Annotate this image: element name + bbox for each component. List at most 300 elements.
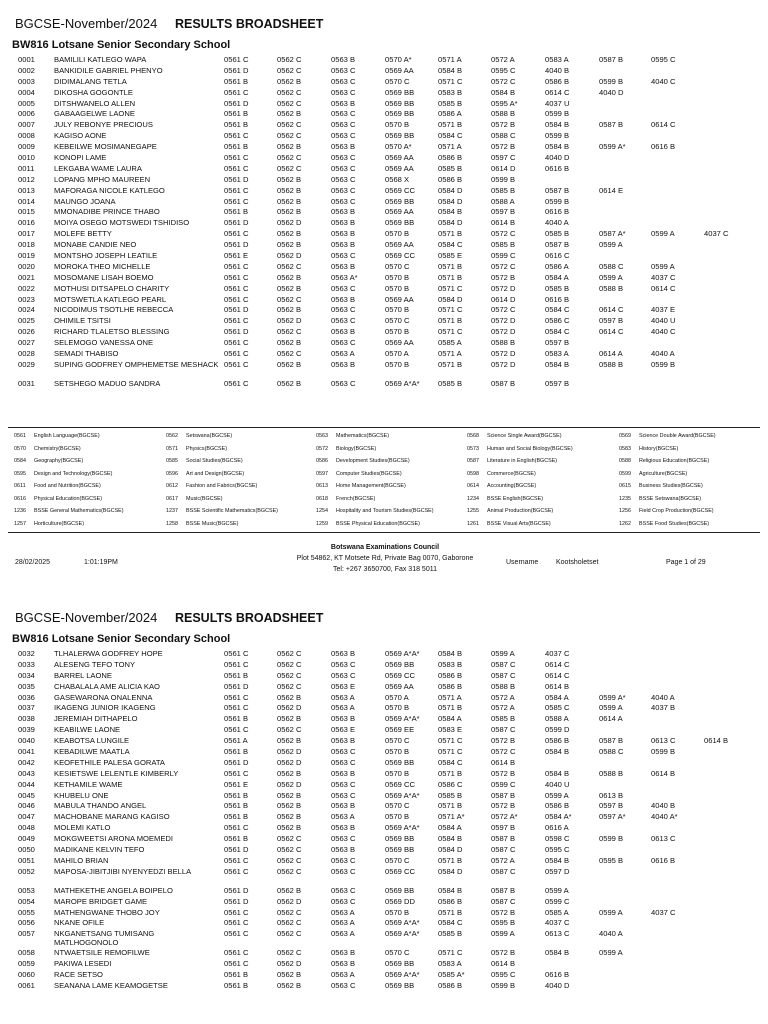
subject-grade: 0584 C [545,305,570,315]
candidate-number: 0002 [18,65,35,75]
subject-grade: 0561 C [224,725,249,735]
subject-grade: 0563 C [331,109,356,119]
subject-grade: 0563 C [331,834,356,844]
candidate-name: DIKOSHA GOGONTLE [54,87,133,97]
subject-grade: 4037 C [545,649,570,658]
subject-grade: 0570 B [385,305,410,315]
subject-grade: 4040 A [651,349,675,359]
subject-grade: 0563 C [331,76,356,86]
subject-grade: 0562 B [277,76,302,86]
subject-grade: 0584 D [438,185,463,195]
subject-grade: 0584 B [438,834,463,844]
table-row [0,725,768,736]
subject-grade: 0616 B [545,970,570,980]
subject-name: Social Studies(BGCSE) [186,458,243,464]
subject-name: BSSE Setswana(BGCSE) [639,495,702,502]
subject-grade: 0562 C [277,349,302,359]
candidate-number: 0013 [18,185,35,195]
subject-grade: 0571 B [438,703,463,713]
subject-grade: 0584 B [491,87,516,97]
subject-grade: 0570 A [385,692,409,702]
subject-grade: 0599 C [491,779,516,789]
subject-grade: 0569 EE [385,725,415,735]
subject-grade: 0597 C [491,153,516,163]
subject-grade: 0584 D [438,196,463,206]
subject-grade: 0599 A [545,885,569,895]
subject-code: 0561 [14,433,26,439]
legend-row [0,468,768,481]
subject-grade: 0584 C [438,240,463,250]
table-row [0,812,768,823]
council-name: Botswana Examinations Council [330,544,440,551]
candidate-name: GASEWARONA ONALENNA [54,692,153,702]
subject-grade: 0562 D [277,218,302,228]
subject-grade: 0614 A [599,714,623,724]
subject-grade: 0569 A*A* [385,378,420,388]
subject-grade: 0563 A [331,703,355,713]
subject-grade: 0569 AA [385,240,414,250]
subject-grade: 0587 B [599,736,624,746]
subject-grade: 0563 A [331,918,355,928]
subject-grade: 0563 C [331,338,356,348]
table-row [0,295,768,306]
subject-grade: 0587 B [491,885,516,895]
subject-grade: 0563 C [331,896,356,906]
table-row [0,251,768,262]
subject-code: 1236 [14,508,26,514]
subject-grade: 0583 A [545,55,569,64]
candidate-number: 0054 [18,896,35,906]
subject-name: BSSE Visual Arts(BGCSE) [487,520,551,527]
subject-grade: 0587 B [491,790,516,800]
candidate-name: MABULA THANDO ANGEL [54,801,147,811]
subject-grade: 0562 B [277,885,302,895]
subject-grade: 0585 C [545,703,570,713]
subject-grade: 0587 B [545,240,570,250]
candidate-name: MOROKA THEO MICHELLE [54,261,151,271]
candidate-number: 0020 [18,261,35,271]
candidate-number: 0019 [18,251,35,261]
subject-grade: 0571 B [438,120,463,130]
subject-grade: 0597 B [545,338,570,348]
subject-grade: 0561 C [224,918,249,928]
subject-grade: 4040 C [651,327,676,337]
candidate-number: 0023 [18,294,35,304]
subject-grade: 0569 AA [385,207,414,217]
subject-grade: 0561 C [224,229,249,239]
subject-grade: 0569 A*A* [385,929,420,939]
subject-grade: 0599 A* [599,692,626,702]
subject-grade: 0588 B [491,338,516,348]
candidate-name: MAPOSA-JIBITJIBI NYENYEDZI BELLA [54,866,192,876]
candidate-name: NKANE OFILE [54,918,105,928]
subject-grade: 0588 C [599,747,624,757]
subject-grade: 0563 C [331,283,356,293]
subject-grade: 0584 A [438,823,462,833]
subject-grade: 0584 B [438,649,463,658]
subject-grade: 0614 B [651,768,676,778]
candidate-number: 0006 [18,109,35,119]
subject-grade: 0599 D [545,725,570,735]
subject-grade: 0561 D [224,174,249,184]
subject-grade: 0562 C [277,670,302,680]
subject-grade: 0563 B [331,294,356,304]
subject-code: 0612 [166,483,178,489]
subject-code: 0598 [467,470,479,477]
subject-name: Chemistry(BGCSE) [34,445,81,452]
candidate-name: LEKGABA WAME LAURA [54,163,142,173]
subject-grade: 0587 C [491,845,516,855]
subject-grade: 0616 C [545,251,570,261]
table-row [0,703,768,714]
subject-grade: 0561 C [224,338,249,348]
subject-grade: 0569 AA [385,338,414,348]
subject-grade: 0570 B [385,120,410,130]
subject-grade: 0599 A* [599,142,626,152]
subject-grade: 0563 C [331,378,356,388]
report-title: RESULTS BROADSHEET [174,611,324,625]
subject-name: Geography(BGCSE) [34,458,84,464]
subject-grade: 0570 A* [385,142,412,152]
subject-grade: 0614 D [491,163,516,173]
subject-grade: 0586 C [545,316,570,326]
subject-grade: 0569 BB [385,196,415,206]
subject-grade: 0561 C [224,196,249,206]
subject-grade: 0561 B [224,207,249,217]
divider [8,427,760,428]
subject-grade: 0572 D [491,283,516,293]
subject-grade: 0561 C [224,866,249,876]
table-row [0,845,768,856]
subject-grade: 0572 D [491,327,516,337]
subject-grade: 0562 C [277,153,302,163]
subject-grade: 0562 B [277,378,302,388]
subject-grade: 0587 B [491,834,516,844]
candidate-name: MATHENGWANE THOBO JOY [54,907,160,917]
candidate-name: SUPING GODFREY OMPHEMETSE MESHACK [54,359,219,369]
subject-grade: 0562 B [277,272,302,282]
candidate-name: MADIKANE KELVIN TEFO [54,845,145,855]
table-row [0,970,768,981]
subject-grade: 0570 C [385,801,410,811]
subject-grade: 0569 BB [385,845,415,855]
subject-grade: 0563 C [331,251,356,261]
legend-row [0,430,768,443]
subject-grade: 0571 C [438,327,463,337]
subject-code: 0611 [14,483,26,489]
subject-grade: 0563 B [331,261,356,271]
subject-grade: 0563 C [331,866,356,876]
subject-grade: 0561 C [224,703,249,713]
candidate-number: 0053 [18,885,35,895]
table-row [0,918,768,929]
subject-grade: 0561 C [224,359,249,369]
candidate-name: JEREMIAH DITHAPELO [54,714,138,724]
candidate-name: KAGISO AONE [54,131,107,141]
subject-grade: 0563 A [331,692,355,702]
subject-grade: 0599 A [599,272,623,282]
subject-grade: 0570 C [385,316,410,326]
subject-name: Fashion and Fabrics(BGCSE) [186,483,258,489]
subject-name: Biology(BGCSE) [336,445,377,452]
legend-row [0,505,768,518]
subject-grade: 0570 C [385,948,410,958]
table-row [0,714,768,725]
subject-grade: 0563 C [331,87,356,97]
candidate-name: KEABILWE LAONE [54,725,121,735]
subject-grade: 0571 A [438,55,462,64]
subject-grade: 0572 B [491,736,516,746]
subject-grade: 0562 B [277,196,302,206]
candidate-number: 0026 [18,327,35,337]
table-row [0,769,768,780]
subject-grade: 0599 B [545,109,570,119]
candidate-number: 0060 [18,970,35,980]
subject-grade: 0571 A [438,142,462,152]
candidate-name: KONOPI LAME [54,153,107,163]
subject-grade: 0599 A [545,790,569,800]
subject-grade: 0570 B [385,768,410,778]
candidate-name: NKGANETSANG TUMISANG MATLHOGONOLO [54,929,155,947]
subject-code: 0595 [14,470,26,477]
candidate-number: 0059 [18,959,35,969]
candidate-number: 0061 [18,981,35,991]
candidate-name: MONABE CANDIE NEO [54,240,137,250]
subject-grade: 0562 B [277,736,302,746]
subject-grade: 0614 B [491,218,516,228]
subject-grade: 0599 B [599,76,624,86]
table-row [0,77,768,88]
subject-grade: 0563 A [331,812,355,822]
subject-grade: 0595 C [545,845,570,855]
subject-grade: 0614 C [545,670,570,680]
table-row [0,349,768,360]
subject-grade: 0587 B [599,120,624,130]
subject-grade: 0562 B [277,692,302,702]
subject-name: Literature in English(BGCSE) [487,458,558,464]
subject-grade: 0571 B [438,907,463,917]
subject-grade: 0569 DD [385,896,415,906]
subject-grade: 0585 A* [438,970,465,980]
candidate-name: MOTSWETLA KATLEGO PEARL [54,294,167,304]
subject-grade: 0561 C [224,294,249,304]
subject-grade: 0584 D [438,218,463,228]
candidate-number: 0004 [18,87,35,97]
subject-grade: 0572 C [491,305,516,315]
candidate-name: IKAGENG JUNIOR IKAGENG [54,703,156,713]
subject-name: Human and Social Biology(BGCSE) [487,445,573,452]
subject-name: BSSE Music(BGCSE) [186,520,239,527]
subject-grade: 0561 C [224,692,249,702]
subject-name: Hospitality and Tourism Studies(BGCSE) [336,508,434,514]
subject-grade: 0562 D [277,316,302,326]
subject-grade: 0584 B [438,207,463,217]
subject-grade: 0586 B [438,681,463,691]
subject-grade: 0599 A [599,948,623,958]
subject-grade: 0563 B [331,948,356,958]
table-row [0,164,768,175]
subject-grade: 0614 B [491,959,516,969]
subject-grade: 0569 BB [385,87,415,97]
subject-grade: 0588 B [491,109,516,119]
subject-grade: 0586 B [438,174,463,184]
report-title: RESULTS BROADSHEET [174,17,324,31]
subject-grade: 0562 D [277,703,302,713]
table-row [0,834,768,845]
candidate-name: KEBADILWE MAATLA [54,747,130,757]
legend-row [0,455,768,468]
subject-grade: 0562 C [277,681,302,691]
candidate-name: MONTSHO JOSEPH LEATILE [54,251,158,261]
subject-grade: 0599 B [599,834,624,844]
subject-grade: 0562 D [277,896,302,906]
subject-grade: 0561 B [224,714,249,724]
subject-grade: 0562 B [277,240,302,250]
subject-grade: 0562 B [277,981,302,991]
candidate-name: SETSHEGO MADUO SANDRA [54,378,161,388]
subject-grade: 0613 B [599,790,624,800]
subject-grade: 0570 B [385,812,410,822]
candidate-name: KHUBELU ONE [54,790,109,800]
subject-grade: 0599 A [599,703,623,713]
subject-grade: 0599 A [491,649,515,658]
subject-name: Science Single Award(BGCSE) [487,433,562,439]
table-row [0,823,768,834]
subject-grade: 0563 C [331,779,356,789]
subject-grade: 0561 C [224,283,249,293]
subject-grade: 0586 B [545,736,570,746]
subject-grade: 0561 D [224,681,249,691]
subject-code: 1235 [619,495,631,502]
subject-grade: 0561 D [224,98,249,108]
subject-grade: 0562 B [277,142,302,152]
page-footer [0,528,768,578]
subject-grade: 0584 B [545,359,570,369]
school-name: BW816 Lotsane Senior Secondary School [12,39,231,51]
table-row [0,284,768,295]
subject-grade: 0595 B [491,918,516,928]
subject-grade: 0561 B [224,970,249,980]
subject-grade: 4040 B [651,801,676,811]
subject-code: 0583 [619,445,631,452]
subject-grade: 0562 B [277,283,302,293]
subject-grade: 0588 A [545,714,569,724]
subject-grade: 0599 A [599,240,623,250]
subject-grade: 0562 C [277,929,302,939]
candidate-name: MACHOBANE MARANG KAGISO [54,812,170,822]
subject-code: 0585 [166,458,178,464]
candidate-name: LOPANG MPHO MAUREEN [54,174,151,184]
subject-name: Business Studies(BGCSE) [639,483,703,489]
candidate-number: 0007 [18,120,35,130]
subject-grade: 0586 B [438,153,463,163]
subject-grade: 0583 A [545,349,569,359]
subject-grade: 0599 B [651,359,676,369]
candidate-name: KEBEILWE MOSIMANEGAPE [54,142,157,152]
table-row [0,660,768,671]
candidate-number: 0001 [18,55,35,64]
subject-grade: 0561 D [224,327,249,337]
subject-grade: 0563 B [331,736,356,746]
subject-grade: 0588 A [491,196,515,206]
candidate-number: 0012 [18,174,35,184]
subject-grade: 0572 B [491,120,516,130]
subject-grade: 0597 B [599,801,624,811]
subject-grade: 0561 C [224,948,249,958]
subject-grade: 0563 B [331,207,356,217]
subject-grade: 4040 A* [651,812,678,822]
subject-grade: 4040 A [545,218,569,228]
subject-grade: 0584 D [438,845,463,855]
subject-code: 0615 [619,483,631,489]
candidate-number: 0015 [18,207,35,217]
candidate-number: 0003 [18,76,35,86]
subject-grade: 0614 D [491,294,516,304]
table-row [0,327,768,338]
subject-grade: 0616 A [545,823,569,833]
subject-name: Accounting(BGCSE) [487,483,537,489]
subject-code: 0596 [166,470,178,477]
subject-name: Horticulture(BGCSE) [34,520,85,527]
candidate-name: MAHILO BRIAN [54,855,109,865]
subject-grade: 0563 C [331,885,356,895]
subject-grade: 4037 C [704,229,729,239]
candidate-name: KETHAMILE WAME [54,779,123,789]
subject-grade: 0570 B [385,907,410,917]
candidate-name: MOTHUSI DITSAPELO CHARITY [54,283,170,293]
subject-grade: 0568 X [385,174,410,184]
subject-grade: 0585 B [438,790,463,800]
subject-grade: 0569 BB [385,659,415,669]
candidate-number: 0038 [18,714,35,724]
subject-grade: 0563 B [331,845,356,855]
subject-grade: 0563 B [331,823,356,833]
candidate-name: MAROPE BRIDGET GAME [54,896,148,906]
subject-grade: 0569 A*A* [385,970,420,980]
subject-name: Home Management(BGCSE) [336,483,406,489]
subject-grade: 0570 B [385,283,410,293]
subject-grade: 0562 B [277,801,302,811]
subject-grade: 0595 A* [491,98,518,108]
subject-grade: 0599 B [545,131,570,141]
subject-grade: 0562 C [277,294,302,304]
council-address [250,542,520,575]
subject-grade: 0562 C [277,948,302,958]
broadsheet-page-2 [0,594,768,1024]
candidate-name: BAMILILI KATLEGO WAPA [54,55,147,64]
subject-grade: 0561 C [224,55,249,64]
candidate-number: 0040 [18,736,35,746]
subject-grade: 0563 B [331,98,356,108]
subject-code: 0613 [316,483,328,489]
subject-grade: 0561 E [224,251,249,261]
table-row [0,88,768,99]
subject-grade: 0562 C [277,131,302,141]
subject-grade: 0561 B [224,812,249,822]
legend-row [0,480,768,493]
candidate-name: RICHARD TLALETSO BLESSING [54,327,170,337]
subject-grade: 0563 B [331,714,356,724]
subject-grade: 0571 B [438,768,463,778]
candidate-name: BANKIDILE GABRIEL PHENYO [54,65,163,75]
subject-grade: 0570 B [385,703,410,713]
subject-grade: 0563 C [331,153,356,163]
subject-name: Setswana(BGCSE) [186,433,233,439]
subject-name: Religious Education(BGCSE) [639,458,710,464]
subject-grade: 0585 B [491,714,516,724]
subject-code: 0588 [619,458,631,464]
subject-grade: 0569 AA [385,163,414,173]
